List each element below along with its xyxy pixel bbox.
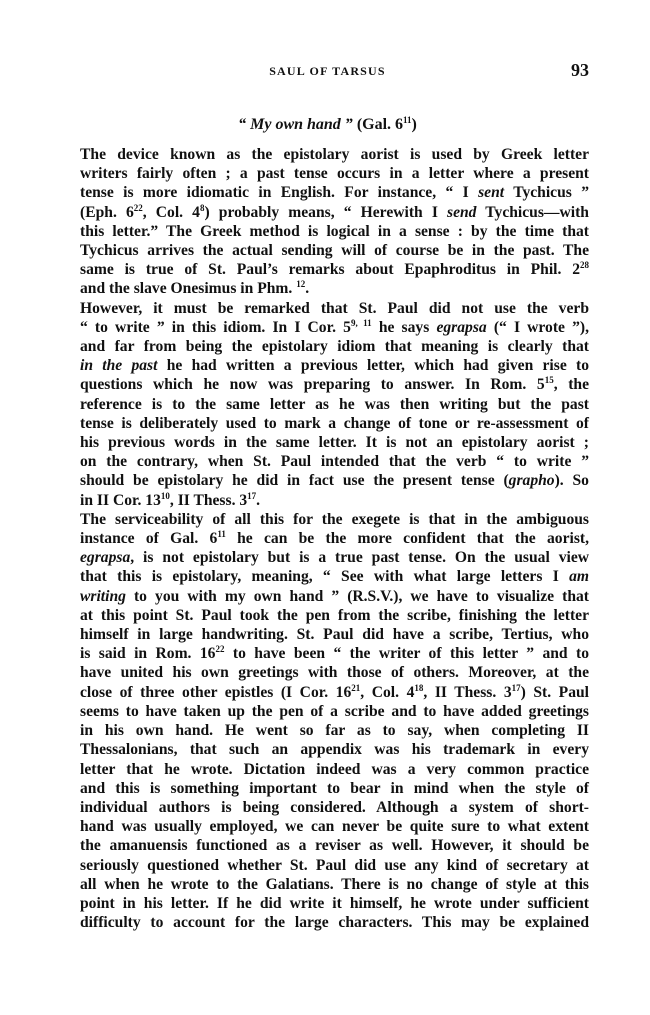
text-run: is said in Rom. 16 bbox=[80, 645, 216, 663]
verse-superscript: 10 bbox=[160, 490, 170, 501]
text-run: Tychicus ” bbox=[504, 184, 589, 202]
verse-superscript: 17 bbox=[247, 490, 257, 501]
text-line bbox=[66, 145, 589, 164]
text-run: , II Thess. 3 bbox=[423, 683, 512, 701]
text-run: himself in large handwriting. St. Paul did have a scribe, Tertius, who bbox=[80, 626, 589, 644]
text-run: individual authors is being considered. Although a system of short- bbox=[80, 798, 589, 816]
text-run: ) St. Paul bbox=[520, 683, 590, 701]
text-line bbox=[66, 279, 589, 298]
text-run: (“ I wrote ”), bbox=[486, 318, 589, 336]
body-text bbox=[66, 145, 589, 932]
section-heading-ref: (Gal. 6 bbox=[356, 116, 404, 133]
text-run: questions which he now was preparing to answer. In Rom. 5 bbox=[80, 376, 545, 394]
italic-term: am bbox=[569, 568, 589, 586]
text-run: all when he wrote to the Galatians. There is no change of style at this bbox=[80, 875, 589, 893]
text-run: . bbox=[305, 280, 310, 298]
text-run: , the bbox=[553, 376, 590, 394]
text-run: , II Thess. 3 bbox=[169, 491, 248, 509]
text-run: tense is more idiomatic in English. For instance, “ I bbox=[80, 184, 479, 202]
text-run: he had written a previous letter, which had given rise to bbox=[157, 357, 590, 375]
verse-superscript: 8 bbox=[199, 202, 205, 213]
text-line bbox=[66, 856, 589, 875]
text-run: hand was usually employed, we can never be quite sure to what extent bbox=[80, 818, 589, 836]
text-line bbox=[66, 721, 589, 740]
italic-term: writing bbox=[80, 587, 126, 605]
text-run: he can be the more confident that the aorist, bbox=[225, 530, 589, 548]
text-run: , Col. 4 bbox=[142, 203, 200, 221]
text-run: to have been “ the writer of this letter ” and to bbox=[224, 645, 589, 663]
text-line bbox=[66, 702, 589, 721]
text-run: tense is deliberately used to mark a change of tone or re-assessment of bbox=[80, 414, 589, 432]
verse-superscript: 12 bbox=[296, 279, 306, 290]
text-line bbox=[66, 644, 589, 663]
italic-term: sent bbox=[478, 184, 505, 202]
text-line bbox=[66, 356, 589, 375]
text-run: Tychicus—with bbox=[476, 203, 589, 221]
text-line bbox=[66, 836, 589, 855]
text-run: on the contrary, when St. Paul intended that the verb “ to write ” bbox=[80, 453, 589, 471]
verse-superscript: 9, 11 bbox=[350, 317, 372, 328]
verse-superscript: 28 bbox=[580, 260, 589, 271]
italic-term: send bbox=[447, 203, 477, 221]
text-line bbox=[66, 817, 589, 836]
verse-superscript: 15 bbox=[544, 375, 554, 386]
text-run: same is true of St. Paul’s remarks about Epaphroditus in Phil. 2 bbox=[80, 261, 580, 279]
text-run: seems to have taken up the pen of a scribe and to have added greetings bbox=[80, 702, 589, 720]
verse-superscript: 18 bbox=[414, 682, 424, 693]
text-run: at this point St. Paul took the pen from the scribe, finishing the letter bbox=[80, 606, 589, 624]
text-run: he says bbox=[371, 318, 437, 336]
text-line bbox=[66, 491, 589, 510]
paragraph bbox=[66, 145, 589, 299]
text-run: The device known as the epistolary aorist is used by Greek letter bbox=[80, 146, 589, 163]
text-line bbox=[66, 395, 589, 414]
text-run: ) probably means, “ Herewith I bbox=[204, 203, 447, 221]
text-run: seriously questioned whether St. Paul did use any kind of secretary at bbox=[80, 856, 589, 874]
text-line bbox=[66, 683, 589, 702]
text-line bbox=[66, 299, 589, 318]
text-run: instance of Gal. 6 bbox=[80, 530, 218, 548]
paragraph bbox=[66, 510, 589, 932]
text-line bbox=[66, 337, 589, 356]
text-run: in his own hand. He went so far as to say, when completing II bbox=[80, 722, 589, 740]
text-line bbox=[66, 452, 589, 471]
section-heading bbox=[66, 116, 589, 134]
text-run: close of three other epistles (I Cor. 16 bbox=[80, 683, 352, 701]
text-line bbox=[66, 510, 589, 529]
text-line bbox=[66, 913, 589, 932]
text-line bbox=[66, 260, 589, 279]
text-run: “ to write ” in this idiom. In I Cor. 5 bbox=[80, 318, 351, 336]
text-run: The serviceability of all this for the exegete is that in the ambiguous bbox=[80, 510, 589, 528]
text-line bbox=[66, 203, 589, 222]
text-run: . bbox=[256, 491, 261, 509]
text-line bbox=[66, 663, 589, 682]
text-line bbox=[66, 875, 589, 894]
text-run: , Col. 4 bbox=[360, 683, 415, 701]
section-heading-close: ) bbox=[411, 116, 417, 133]
text-run: that this is epistolary, meaning, “ See with what large letters I bbox=[80, 568, 570, 586]
text-run: Tychicus arrives the actual sending will of course be in the past. The bbox=[80, 242, 589, 260]
text-line bbox=[66, 164, 589, 183]
text-line bbox=[66, 740, 589, 759]
text-line bbox=[66, 548, 589, 567]
text-line bbox=[66, 183, 589, 202]
text-run: should be epistolary he did in fact use the present tense ( bbox=[80, 472, 509, 490]
text-run: (Eph. 6 bbox=[80, 203, 134, 221]
page-number: 93 bbox=[571, 60, 589, 80]
text-line bbox=[66, 241, 589, 260]
text-run: However, it must be remarked that St. Paul did not use the verb bbox=[80, 299, 589, 317]
text-line bbox=[66, 529, 589, 548]
italic-term: egrapsa bbox=[80, 549, 131, 567]
text-line bbox=[66, 414, 589, 433]
text-line bbox=[66, 375, 589, 394]
verse-superscript: 22 bbox=[133, 202, 143, 213]
verse-superscript: 21 bbox=[351, 682, 361, 693]
text-line bbox=[66, 587, 589, 606]
text-run: and the slave Onesimus in Phm. bbox=[80, 280, 297, 298]
text-line bbox=[66, 798, 589, 817]
text-run: Thessalonians, that such an appendix was his trademark in every bbox=[80, 741, 589, 759]
running-head bbox=[66, 60, 589, 84]
text-run: have united his own greetings with those of others. Moreover, at the bbox=[80, 664, 589, 682]
text-line bbox=[66, 894, 589, 913]
text-line bbox=[66, 760, 589, 779]
text-line bbox=[66, 222, 589, 241]
text-run: difficulty to account for the large characters. This may be explained bbox=[80, 914, 589, 932]
section-heading-ref-sup: 11 bbox=[403, 115, 412, 125]
text-run: writers fairly often ; a past tense occurs in a letter where a present bbox=[80, 165, 589, 183]
text-run: letter that he wrote. Dictation indeed was a very common practice bbox=[80, 760, 589, 778]
paragraph bbox=[66, 299, 589, 510]
section-heading-quote: “ My own hand ” bbox=[238, 116, 353, 133]
text-line bbox=[66, 318, 589, 337]
text-run: his previous words in the same letter. It is not an epistolary aorist ; bbox=[80, 434, 589, 452]
verse-superscript: 22 bbox=[215, 644, 225, 655]
text-line bbox=[66, 433, 589, 452]
italic-term: in the past bbox=[80, 357, 158, 375]
text-run: and this is something important to bear in mind when the style of bbox=[80, 779, 589, 797]
text-run: , is not epistolary but is a true past tense. On the usual view bbox=[130, 549, 589, 567]
italic-term: grapho bbox=[508, 472, 555, 490]
text-line bbox=[66, 606, 589, 625]
verse-superscript: 11 bbox=[217, 529, 226, 540]
text-line bbox=[66, 567, 589, 586]
text-run: point in his letter. If he did write it himself, he wrote under sufficient bbox=[80, 894, 589, 912]
verse-superscript: 17 bbox=[511, 682, 521, 693]
text-line bbox=[66, 779, 589, 798]
text-run: reference is to the same letter as he was then writing but the past bbox=[80, 395, 589, 413]
text-run: ). So bbox=[554, 472, 589, 490]
running-title: SAUL OF TARSUS bbox=[269, 64, 386, 78]
text-line bbox=[66, 471, 589, 490]
text-run: in II Cor. 13 bbox=[80, 491, 161, 509]
text-run: the amanuensis functioned as a reviser as well. However, it should be bbox=[80, 837, 589, 855]
text-line bbox=[66, 625, 589, 644]
text-run: to you with my own hand ” (R.S.V.), we have to visualize that bbox=[125, 587, 589, 605]
italic-term: egrapsa bbox=[436, 318, 487, 336]
text-run: and far from being the epistolary idiom that meaning is clearly that bbox=[80, 338, 589, 356]
text-run: this letter.” The Greek method is logical in a sense : by the time that bbox=[80, 222, 589, 240]
